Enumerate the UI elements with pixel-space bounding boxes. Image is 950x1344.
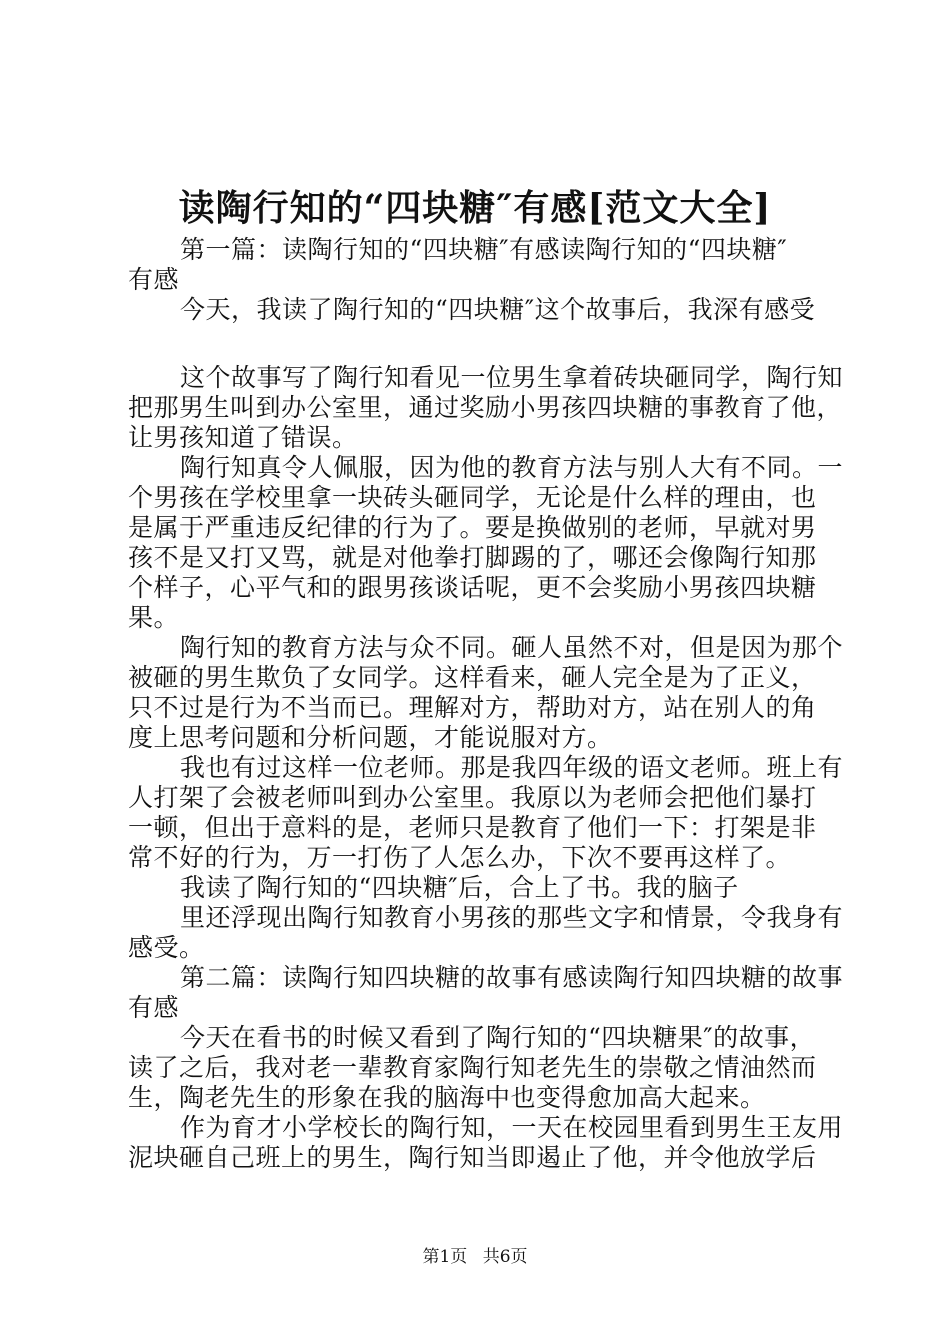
- text-line: 只不过是行为不当而已。理解对方，帮助对方，站在别人的角: [128, 693, 817, 722]
- text-line: 第一篇：读陶行知的“四块糖″有感读陶行知的“四块糖″: [180, 235, 788, 264]
- text-line: 孩不是又打又骂，就是对他拳打脚踢的了，哪还会像陶行知那: [128, 543, 817, 572]
- page-total: 共6页: [482, 1247, 528, 1267]
- text-line: 人打架了会被老师叫到办公室里。我原以为老师会把他们暴打: [128, 783, 817, 812]
- text-line: 让男孩知道了错误。: [128, 423, 358, 452]
- text-line: 把那男生叫到办公室里，通过奖励小男孩四块糖的事教育了他，: [128, 393, 843, 422]
- text-line: 常不好的行为，万一打伤了人怎么办，下次不要再这样了。: [128, 843, 792, 872]
- text-line: 我读了陶行知的“四块糖″后，合上了书。我的脑子: [180, 873, 739, 902]
- text-line: 陶行知真令人佩服，因为他的教育方法与别人大有不同。一: [180, 453, 844, 482]
- text-line: 今天，我读了陶行知的“四块糖″这个故事后，我深有感受: [180, 295, 816, 324]
- text-line: 生，陶老先生的形象在我的脑海中也变得愈加高大起来。: [128, 1083, 766, 1112]
- text-line: 被砸的男生欺负了女同学。这样看来，砸人完全是为了正义，: [128, 663, 817, 692]
- page-number: 第1页: [422, 1247, 468, 1267]
- text-line: 我也有过这样一位老师。那是我四年级的语文老师。班上有: [180, 753, 844, 782]
- text-line: 今天在看书的时候又看到了陶行知的“四块糖果″的故事，: [180, 1023, 816, 1052]
- document-body: [128, 235, 844, 1173]
- page-footer: [0, 1245, 950, 1269]
- text-line: 里还浮现出陶行知教育小男孩的那些文字和情景，令我身有: [180, 903, 844, 932]
- text-line: 感受。: [128, 933, 205, 962]
- text-line: 第二篇：读陶行知四块糖的故事有感读陶行知四块糖的故事: [180, 963, 844, 992]
- text-line: 有感: [128, 993, 180, 1022]
- text-line: 个样子，心平气和的跟男孩谈话呢，更不会奖励小男孩四块糖: [128, 573, 817, 602]
- text-line: 陶行知的教育方法与众不同。砸人虽然不对，但是因为那个: [180, 633, 844, 662]
- text-line: 果。: [128, 603, 180, 632]
- text-line: 有感: [128, 265, 180, 294]
- text-line: 一顿，但出于意料的是，老师只是教育了他们一下：打架是非: [128, 813, 817, 842]
- text-line: 这个故事写了陶行知看见一位男生拿着砖块砸同学，陶行知: [180, 363, 844, 392]
- text-line: 泥块砸自己班上的男生，陶行知当即遏止了他，并令他放学后: [128, 1143, 817, 1172]
- text-line: 作为育才小学校长的陶行知，一天在校园里看到男生王友用: [180, 1113, 844, 1142]
- text-line: 个男孩在学校里拿一块砖头砸同学，无论是什么样的理由，也: [128, 483, 817, 512]
- paragraph-gap: [128, 325, 838, 363]
- document-title: 读陶行知的“四块糖″有感[范文大全]: [178, 187, 772, 229]
- text-line: 度上思考问题和分析问题，才能说服对方。: [128, 723, 613, 752]
- text-line: 读了之后，我对老一辈教育家陶行知老先生的崇敬之情油然而: [128, 1053, 817, 1082]
- text-line: 是属于严重违反纪律的行为了。要是换做别的老师，早就对男: [128, 513, 817, 542]
